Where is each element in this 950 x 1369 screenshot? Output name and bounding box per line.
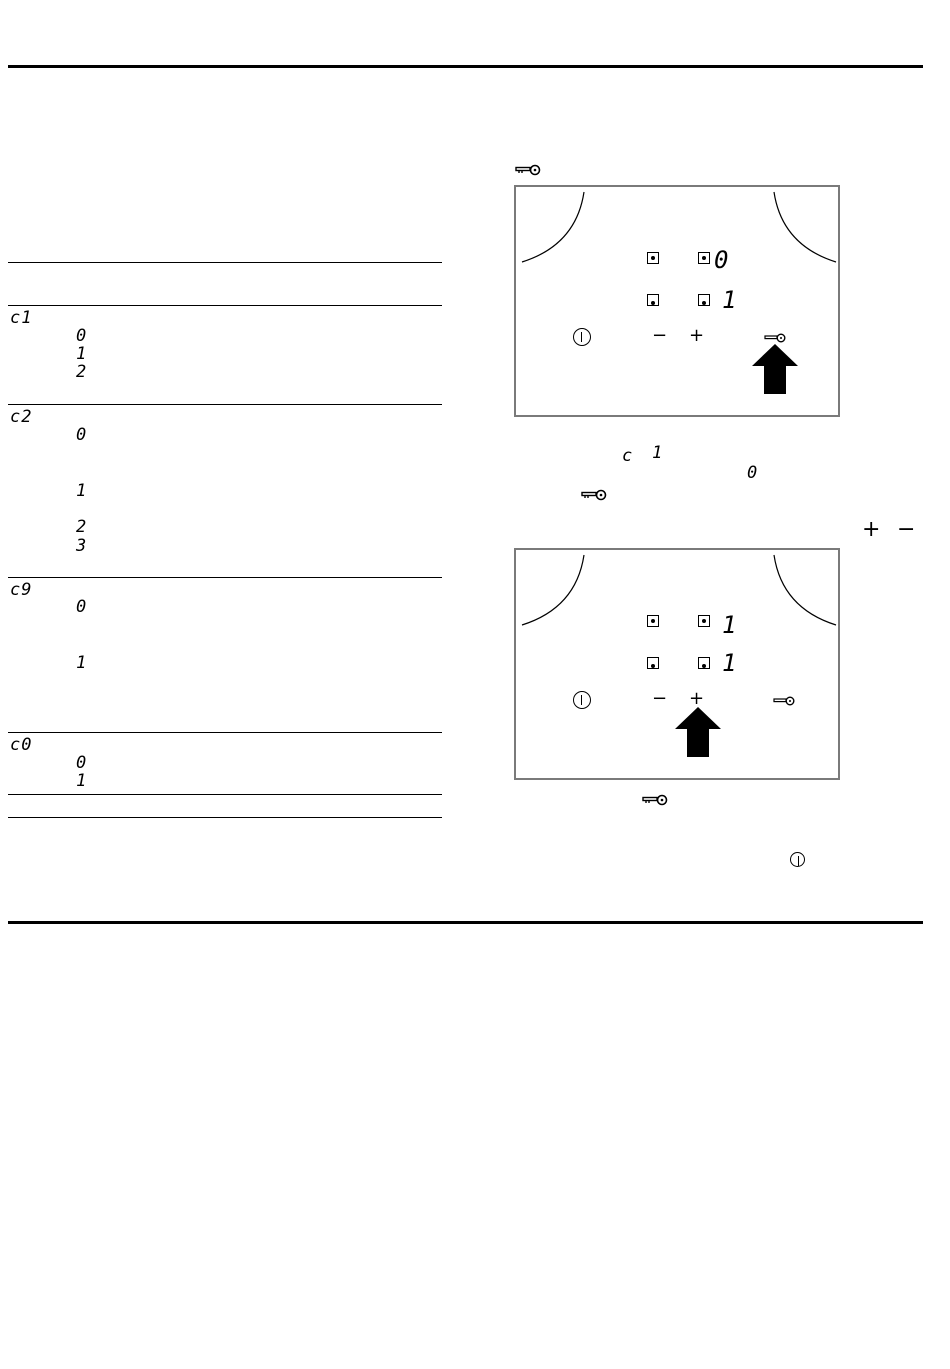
key-icon xyxy=(515,163,541,177)
key-icon xyxy=(642,793,668,807)
display-row2: 1 xyxy=(722,286,737,314)
zone-indicator-rear-left xyxy=(647,657,659,669)
control-panel-2 xyxy=(514,548,840,780)
power-button-icon[interactable] xyxy=(573,691,591,709)
inline-value-zero: 0 xyxy=(747,463,759,483)
table-header-line xyxy=(8,305,442,306)
arrow-up-icon xyxy=(675,707,721,757)
option-value: 3 xyxy=(76,536,88,556)
zone-indicator-rear-right xyxy=(698,294,710,306)
key-button-icon[interactable] xyxy=(764,332,786,344)
key-icon xyxy=(581,488,607,502)
table-row-divider xyxy=(8,794,442,795)
option-value: 2 xyxy=(76,362,88,382)
top-rule xyxy=(8,65,923,68)
code-c1: c1 xyxy=(10,308,33,328)
zone-indicator-front-right xyxy=(698,252,710,264)
display-row1: 1 xyxy=(722,611,737,639)
option-value: 0 xyxy=(76,597,88,617)
power-button-icon[interactable] xyxy=(573,328,591,346)
control-panel-1 xyxy=(514,185,840,417)
zone-indicator-front-left xyxy=(647,252,659,264)
zone-indicator-front-left xyxy=(647,615,659,627)
option-value: 1 xyxy=(76,481,88,501)
table-bottom-line xyxy=(8,817,442,818)
power-icon xyxy=(790,852,805,867)
code-c0: c0 xyxy=(10,735,33,755)
display-row2: 1 xyxy=(722,649,737,677)
plus-button[interactable]: + xyxy=(689,325,705,346)
inline-plus-symbol: + xyxy=(862,517,881,542)
table-row-divider xyxy=(8,732,442,733)
display-row1: 0 xyxy=(714,246,729,274)
zone-indicator-rear-right xyxy=(698,657,710,669)
table-row-divider xyxy=(8,404,442,405)
arrow-up-icon xyxy=(752,344,798,394)
inline-code-prefix: c xyxy=(622,446,634,466)
table-top-line xyxy=(8,262,442,263)
zone-indicator-front-right xyxy=(698,615,710,627)
option-value: 1 xyxy=(76,344,88,364)
code-c9: c9 xyxy=(10,580,33,600)
option-value: 1 xyxy=(76,771,88,791)
option-value: 0 xyxy=(76,425,88,445)
inline-code-number: 1 xyxy=(652,443,664,463)
minus-button[interactable]: − xyxy=(652,325,668,346)
zone-indicator-rear-left xyxy=(647,294,659,306)
option-value: 0 xyxy=(76,753,88,773)
option-value: 2 xyxy=(76,517,88,537)
option-value: 0 xyxy=(76,326,88,346)
code-c2: c2 xyxy=(10,407,33,427)
bottom-rule xyxy=(8,921,923,924)
option-value: 1 xyxy=(76,653,88,673)
table-row-divider xyxy=(8,577,442,578)
plus-button[interactable]: + xyxy=(689,688,705,709)
minus-button[interactable]: − xyxy=(652,688,668,709)
inline-minus-symbol: − xyxy=(897,517,916,542)
key-button-icon[interactable] xyxy=(773,695,795,707)
